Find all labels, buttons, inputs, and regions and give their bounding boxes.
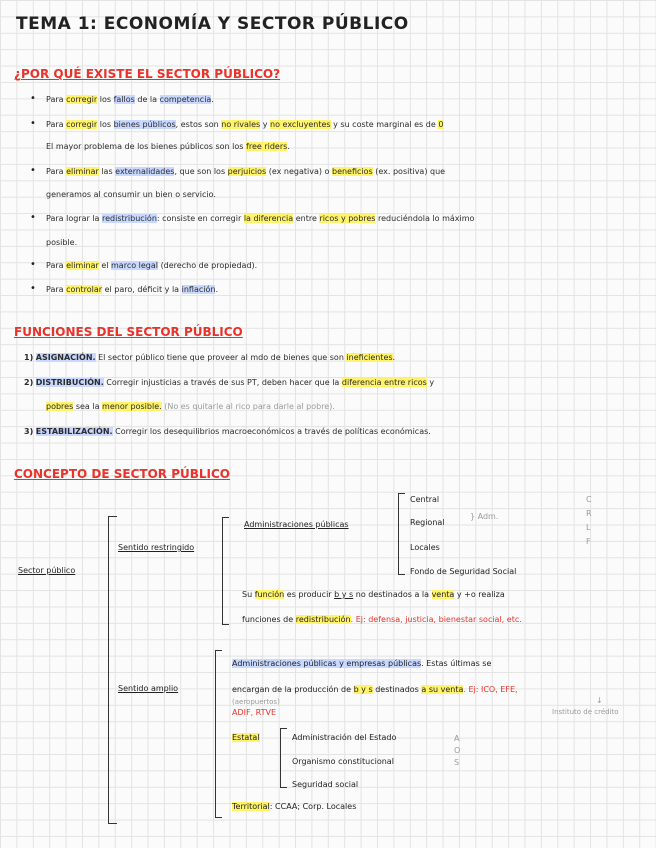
highlight: marco legal: [111, 261, 159, 270]
reason-6: Para controlar el paro, déficit y la inflación.: [46, 285, 219, 294]
text: Para: [46, 285, 64, 294]
aos-column: [454, 733, 464, 769]
seg-item: Seguridad social: [292, 780, 359, 789]
reason-1: Para corregir los fallos de la competencia.: [46, 95, 214, 104]
reason-4-cont: [46, 237, 77, 248]
text: Para lograr la: [46, 214, 100, 223]
highlight: corregir: [66, 120, 98, 129]
reason-3-cont: [46, 189, 216, 200]
highlight: bienes públicos: [113, 120, 176, 129]
highlight: 0: [438, 120, 444, 129]
letter: O: [454, 746, 461, 755]
text: Para: [46, 120, 64, 129]
text: sea la: [75, 402, 100, 411]
highlight: free riders: [246, 142, 288, 151]
highlight: eliminar: [66, 261, 99, 270]
number: 3): [24, 427, 34, 436]
function-2: [24, 377, 434, 388]
highlight: b y s: [353, 685, 373, 694]
territorial-line: [232, 802, 356, 811]
letter: S: [454, 758, 460, 767]
text: y su coste marginal es de: [333, 120, 436, 129]
text: Para: [46, 167, 64, 176]
estatal-bracket: [280, 728, 287, 788]
text: El sector público tiene que proveer al mdo de bienes que son: [98, 353, 344, 362]
text: (derecho de propiedad).: [160, 261, 258, 270]
text: y: [262, 120, 268, 129]
text: Para: [46, 95, 64, 104]
text: (ex. positiva) que: [375, 167, 446, 176]
reason-3: [46, 166, 445, 177]
org-item: Organismo constitucional: [292, 757, 394, 766]
function-1: 1) ASIGNACIÓN. El sector público tiene que proveer al mdo de bienes que son ineficientes.: [24, 353, 396, 362]
text: Para: [46, 261, 64, 270]
note: (No es quitarle al rico para darle al pobre).: [164, 402, 335, 411]
section-heading-why: ¿POR QUÉ EXISTE EL SECTOR PÚBLICO?: [14, 67, 281, 81]
instituto-note: Instituto de crédito: [552, 708, 619, 716]
function-line-1: [242, 590, 505, 599]
text: . Ej: ICO, EFE,: [463, 685, 518, 694]
broad-bracket: [215, 650, 222, 818]
encargan-line: [232, 685, 518, 694]
bullet-icon: •: [30, 165, 36, 176]
text: : CCAA; Corp. Locales: [269, 802, 357, 811]
number: 2): [24, 378, 34, 387]
highlight: Territorial: [232, 802, 270, 811]
text: Su: [242, 590, 253, 599]
highlight: ESTABILIZACIÓN.: [35, 427, 113, 436]
estado-item: Administración del Estado: [292, 733, 397, 742]
text: y +o realiza: [456, 590, 505, 599]
broad-node: Sentido amplio: [118, 684, 179, 693]
function-2-cont: [46, 401, 335, 412]
highlight: a su venta: [421, 685, 464, 694]
highlight: pobres: [46, 402, 74, 411]
function-line-2: [242, 615, 522, 624]
adm-note: } Adm.: [470, 512, 499, 521]
text: reduciéndola lo máximo: [378, 214, 475, 223]
page-title: TEMA 1: ECONOMÍA Y SECTOR PÚBLICO: [16, 14, 409, 34]
highlight: función: [254, 590, 285, 599]
text: es producir: [286, 590, 332, 599]
highlight: corregir: [66, 95, 98, 104]
number: 1): [24, 353, 34, 362]
text: El mayor problema de los bienes públicos son los: [46, 142, 244, 151]
highlight: venta: [431, 590, 455, 599]
highlight: diferencia entre ricos: [341, 378, 427, 387]
letter: C: [586, 495, 592, 504]
highlight: redistribución: [295, 615, 351, 624]
highlight: perjuicios: [227, 167, 267, 176]
text: , estos son: [175, 120, 219, 129]
text: . Estas últimas se: [421, 659, 492, 668]
admin-node: Administraciones públicas: [244, 520, 349, 529]
highlight: no excluyentes: [270, 120, 331, 129]
bullet-icon: •: [30, 212, 36, 223]
reason-2-cont: El mayor problema de los bienes públicos son los free riders.: [46, 142, 290, 151]
estatal-node: Estatal: [232, 733, 260, 742]
main-bracket: [108, 516, 117, 824]
text: el paro, déficit y la: [104, 285, 180, 294]
letter: A: [454, 734, 460, 743]
text: , que son los: [174, 167, 226, 176]
highlight: no rivales: [221, 120, 261, 129]
highlight: ASIGNACIÓN.: [35, 353, 96, 362]
text: . Ej: defensa, justicia, bienestar social, etc.: [350, 615, 522, 624]
crlf-column: [586, 493, 596, 549]
regional-item: Regional: [410, 518, 445, 527]
text: Adm.: [477, 512, 499, 521]
central-item: Central: [410, 495, 440, 504]
text: (ex negativa) o: [268, 167, 330, 176]
text: los: [99, 95, 112, 104]
highlight: eliminar: [66, 167, 99, 176]
highlight: externalidades: [115, 167, 175, 176]
fondo-item: Fondo de Seguridad Social: [410, 567, 517, 576]
aeropuertos-note: (aeropuertos): [232, 698, 280, 706]
text: entre: [295, 214, 317, 223]
restricted-bracket: [222, 517, 229, 625]
highlight: ineficientes: [346, 353, 393, 362]
bullet-icon: •: [30, 283, 36, 294]
reason-5: [46, 260, 257, 271]
letter: L: [586, 523, 591, 532]
text: Corregir injusticias a través de sus PT, deben hacer que la: [106, 378, 340, 387]
text: el: [101, 261, 109, 270]
highlight: beneficios: [331, 167, 373, 176]
text: funciones de: [242, 615, 294, 624]
adif-line: ADIF, RTVE: [232, 708, 277, 717]
text: los: [99, 120, 112, 129]
highlight: la diferencia: [243, 214, 294, 223]
reason-2: [46, 119, 443, 130]
highlight: redistribución: [102, 214, 157, 223]
text: de la: [137, 95, 158, 104]
reason-4: [46, 213, 474, 224]
root-node: Sector público: [18, 566, 76, 575]
highlight: fallos: [113, 95, 135, 104]
text: Corregir los desequilibrios macroeconómicos a través de políticas económicas.: [115, 427, 431, 436]
text: generamos al consumir un bien o servicio.: [46, 190, 216, 199]
section-heading-functions: FUNCIONES DEL SECTOR PÚBLICO: [14, 325, 243, 339]
text: b y s: [334, 590, 354, 599]
letter: F: [586, 537, 591, 546]
text: no destinados a la: [355, 590, 430, 599]
highlight: ricos y pobres: [319, 214, 376, 223]
highlight: menor posible.: [102, 402, 162, 411]
letter: R: [586, 509, 592, 518]
local-item: Locales: [410, 543, 440, 552]
highlight: Administraciones públicas y empresas públicas: [232, 659, 422, 668]
arrow-down-icon: ↓: [596, 696, 603, 705]
highlight: inflación: [181, 285, 216, 294]
restricted-node: Sentido restringido: [118, 543, 195, 552]
text: : consiste en corregir: [156, 214, 242, 223]
bullet-icon: •: [30, 118, 36, 129]
text: destinados: [375, 685, 419, 694]
admin-bracket: [398, 493, 405, 575]
ap-emp-line: [232, 659, 491, 668]
text: posible.: [46, 238, 78, 247]
function-3: [24, 426, 431, 437]
text: encargan de la producción de: [232, 685, 352, 694]
highlight: DISTRIBUCIÓN.: [35, 378, 104, 387]
section-heading-concept: CONCEPTO DE SECTOR PÚBLICO: [14, 467, 231, 481]
text: y: [429, 378, 435, 387]
bullet-icon: •: [30, 93, 36, 104]
highlight: competencia: [159, 95, 212, 104]
text: las: [101, 167, 113, 176]
bullet-icon: •: [30, 259, 36, 270]
highlight: controlar: [66, 285, 103, 294]
